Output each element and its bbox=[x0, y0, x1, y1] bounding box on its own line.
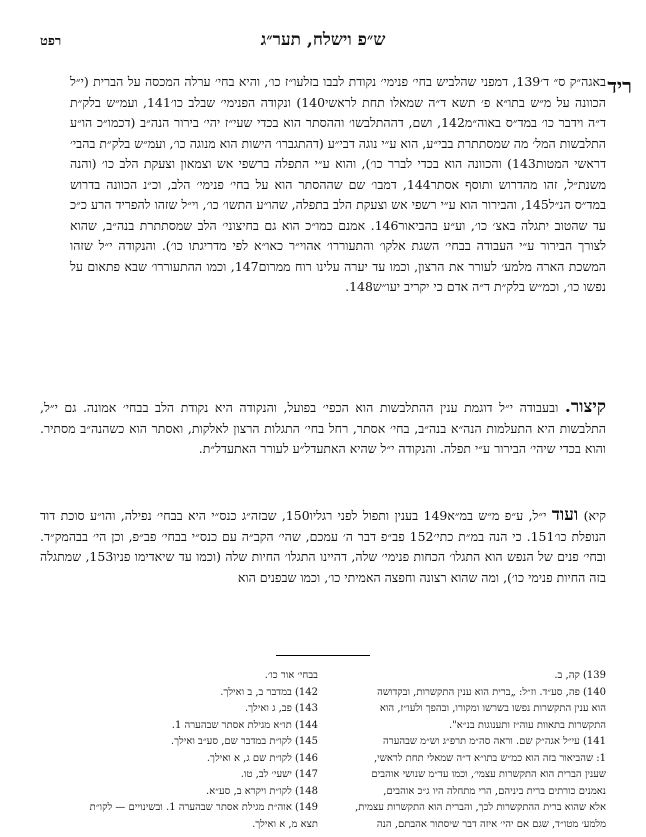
page-header bbox=[40, 30, 606, 54]
paragraph-number: קיא) bbox=[583, 508, 606, 523]
summary-lead: קיצור. bbox=[564, 397, 606, 417]
footnote-line: 146) לקו״ת שם ג, א ואילך. bbox=[206, 752, 318, 764]
footnotes-right-column bbox=[310, 668, 606, 833]
summary-text: ובעבודה י״ל דוגמת ענין ההתלבשות הוא הכפי׳ בפועל, והנקודה היא נקודת הלב בבחי׳ אמונה. גם י״ל, התלבשות היא התעלמות הנה״א בנה״ב, בחי׳ אסתר, רחל בחי׳ התגלות הרצון לאלקות, ואסתר הוא כשהנה״ב מסתיר. והוא בכדי שיהי׳ הבירור ע״י תפלה. והנקודה י״ל שהיא האתעדל״ע לעורר האתעדל״ת. bbox=[40, 400, 606, 456]
footnote-line: 148) לקו״ת ויקרא ב, סע״א. bbox=[206, 785, 318, 797]
footnote-line: התקשרות בתאוות עוה״ז ותענוגות בנ״א". bbox=[449, 719, 606, 731]
footnote-line: 140) פה, סע״ד. וז״ל: „ברית הוא ענין התקשרות, ובקדושה bbox=[377, 686, 606, 698]
footnote-line: 145) לקו״ת במדבר שם, סע״ב ואילך. bbox=[170, 736, 318, 747]
footnote-line: שענין הברית הוא התקשרות עצמי׳, וכמו עד״מ שנושי אוהבים bbox=[371, 769, 606, 780]
footnote-line: אלא שהוא ברית ההתקשרות לכך, והברית הוא התקשרות עצמית, bbox=[355, 802, 606, 813]
footnote-line: 147) ישעי׳ לב, טו. bbox=[240, 769, 318, 780]
footnote-line: תצא מ, א ואילך. bbox=[252, 818, 318, 830]
footnote-line: בבחי׳ אור כו׳. bbox=[264, 670, 318, 681]
footnote-line: 139) קה, ב. bbox=[554, 670, 606, 681]
footnote-line: נאמנים כורתים ברית ביניהם, הרי מתחלה היו ג״כ אוהבים, bbox=[383, 785, 606, 797]
section-marker: ריד bbox=[607, 74, 632, 98]
paragraph-main-text: באגה״ק ס״ ד׳139, דמפני שהלביש בחי׳ פנימי׳ נקודת לבבו בזלעו״ז כו׳, והיא בחי׳ ערלה המכסה על הברית (י״ל הכוונה על מ״ש בתו״א פ׳ תשא ד״ה שמאלו תחת לראשי140) ונקודה הפנימי׳ שבלב כו׳141, ועמ״ש בלק״ת ד״ה וידבר כו׳ במד״ס באוה״מ142, ושם, דההתלבשו׳ וההסתר הוא בכדי שעי״ז יהי׳ בירור הנה״ב (דכמו״כ הו״ע התלבשות המל׳ מה שמסתתרת בבי״ע, הוא ע״י נוגה דבי״ע (דהתגברו׳ הישות הוא מנוגה כו׳, ועמ״ש בלק״ת בהבי׳ דראשי המטות143) והכוונה הוא בכדי לברר כו׳), והוא ע״י התפלה ברשפי אש וצמאון וצעקת הלב כו׳ (והנה משנת״ל, זהו מהדרוש ותוסף אסתר144, דמבו׳ שם שההסתר הוא על בחי׳ פנימי׳ הלב, וכ״נ הכוונה בדרוש במד״ס הנ״ל145, והבירור הוא ע״י רשפי אש וצעקת הלב בתפלה, שהו״ע התשו׳ כו׳, וי״ל שזהו להפריד הרע כ״כ עד שהטוב יתגלה באצ׳ כו׳, וע״ע בהביאור146. אמנם כמו״כ הוא גם בחיצוני׳ הלב שמסתתרת בנה״ב, שהוא לצורך הבירור ע״י העבודה בבחי׳ השגת אלקו׳ והתעוררו׳ אהוי״ר כאו״א לפי מדריגתו כו׳). והנקודה י״ל שזהו המשכת הארה מלמע׳ לעורר את הרצון, וכמו עד יערה עלינו רוח ממרום147, וכמו ההתעוררו׳ שבא פתאום על נפשו כו׳, וכמ״ש בלק״ת ד״ה אדם כי יקריב יעו״ש148. bbox=[70, 74, 607, 294]
footnote-line: הוא ענין התקשרות נפשו בשרשו ומקורו, ובהפך ולעו״ז, הוא bbox=[379, 703, 606, 714]
footnote-line: 143) פב, ג ואילך. bbox=[244, 703, 318, 714]
footnote-divider bbox=[276, 655, 370, 656]
footnote-line: 144) תו״א מגילת אסתר שבהערה 1. bbox=[171, 719, 318, 731]
running-title: ש״פ וישלח, תער״ג bbox=[260, 30, 386, 50]
paragraph-summary bbox=[40, 397, 606, 460]
footnote-line: 1: שהביאור בזה הוא כמ״ש בתו״א ד״ה שמאלי תחת לראשי, bbox=[374, 752, 606, 764]
footnote-line: 141) עי״ל אגה״ק שם. וראה סה״מ תרפ״ג וש״מ שבהערה bbox=[383, 736, 606, 747]
footnote-line: 142) במדבר ב, ב ואילך. bbox=[220, 686, 318, 698]
footnote-line: מלמע׳ מטו״ד, שגם אם יהי׳ איזה דבר שיסתור אהבתם, הנה bbox=[376, 818, 606, 830]
paragraph-continued bbox=[40, 505, 606, 588]
footnote-line: 149) אוה״ת מגילת אסתר שבהערה 1. ובשינויים — לקו״ת bbox=[89, 802, 318, 813]
footnotes-left-column bbox=[40, 668, 318, 833]
paragraph-lead: ועוד bbox=[551, 505, 579, 525]
page-number: רפט bbox=[40, 34, 62, 49]
paragraph-main bbox=[70, 72, 606, 298]
paragraph-continued-text: י״ל, ע״פ מ״ש במ״א149 בענין ותפול לפני רגליו150, שבזה״ג כנס״י היא בבחי׳ נפילה, והו״ע סוכת דוד הנופלת כו׳151. כי הנה במ״ת כתי׳152 פב״פ דבר ה׳ עמכם, שהי׳ הקב״ה עם כנס״י בבחי׳ פב״פ, וכן הי׳ בבהמק״ד. ובחי׳ פנים של הנפש הוא התגלו׳ הכחות פנימי׳ שלה, דהיינו התגלו׳ החיות שלה (וכמו עד שיאדימו פניו153, שמתגלה בזה החיות פנימי כו׳), ומה שהוא רצונה וחפצה האמיתי כו׳, וכמו שבפנים הוא bbox=[40, 508, 606, 585]
